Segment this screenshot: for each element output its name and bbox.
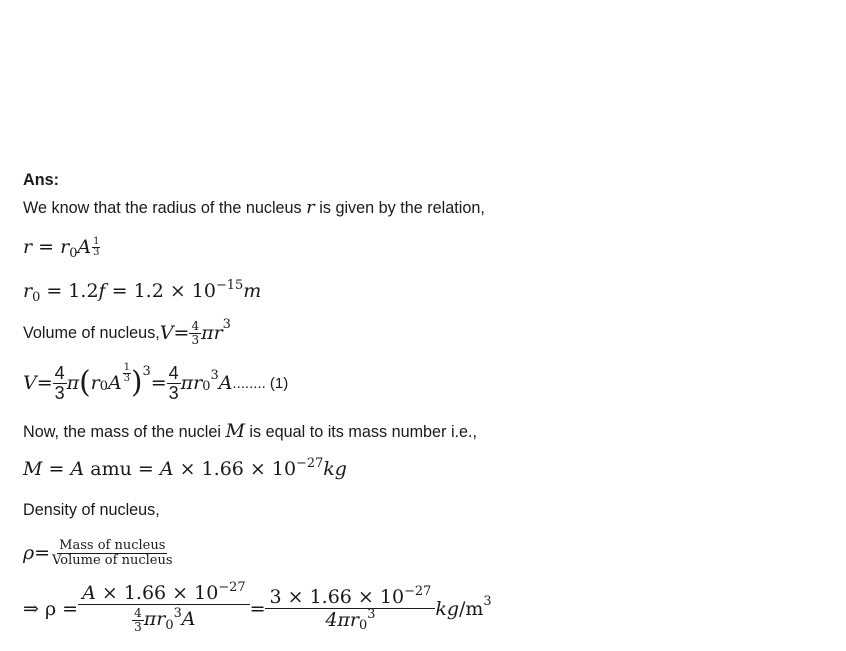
answer-label: Ans:	[23, 171, 59, 189]
exponent-fraction: $\frac{1}{3}$	[93, 235, 100, 258]
exponent-fraction: 1 3	[123, 362, 131, 385]
equation-reference: ........ (1)	[232, 374, 289, 392]
equation-density-def: ρ = $\frac{\text{Mass of nucleus}}{\text{Volume of nucleus}}$	[23, 537, 173, 568]
density-label: Density of nucleus,	[23, 501, 160, 519]
equation-radius: r = r0A $\frac{1}{3}$	[23, 235, 100, 261]
volume-line: Volume of nucleus, V = $\frac{4}{3}$ πr 3	[23, 317, 231, 347]
math-r: r	[306, 197, 315, 218]
fraction-four-thirds: $\frac{4}{3}$	[191, 318, 200, 347]
fraction-four-thirds: $\frac{4}{3}$	[168, 362, 179, 403]
equation-volume: V = $\frac{4}{3}$ π ( r 0 A 1 3 ) 3 = $\frac{4}{3}$ πr 0 3 A ........ (1)	[23, 362, 289, 403]
fraction-mass-volume: $\frac{\text{Mass of nucleus}}{\text{Volume of nucleus}}$	[52, 537, 173, 568]
fraction-density-1: $A \times 1.66 \times 10^{-27}$ $\frac{4}{3}$ $\pi r0^3A$	[78, 584, 249, 633]
answer-intro: We know that the radius of the nucleus r is given by the relation,	[23, 197, 485, 218]
equation-density: ⇒ ρ = $A \times 1.66 \times 10^{-27}$ $\frac{4}{3}$ $\pi r0^3A$ = $\frac{3 \times 1.66 \times 10^{-27}}{4\pi r0^3}$ kg /m 3	[23, 580, 492, 634]
fraction-four-thirds: $\frac{4}{3}$	[54, 362, 65, 403]
equation-mass: M = A amu = $A \times 1.66 \times 10^{-27}kg$	[23, 456, 347, 480]
mass-line: Now, the mass of the nuclei M is equal to its mass number i.e.,	[23, 420, 478, 442]
fraction-density-2: $\frac{3 \times 1.66 \times 10^{-27}}{4\pi r0^3}$	[265, 588, 435, 631]
equation-r0: $r0 = 1.2f = 1.2 \times 10^{-15}m$	[23, 278, 262, 305]
